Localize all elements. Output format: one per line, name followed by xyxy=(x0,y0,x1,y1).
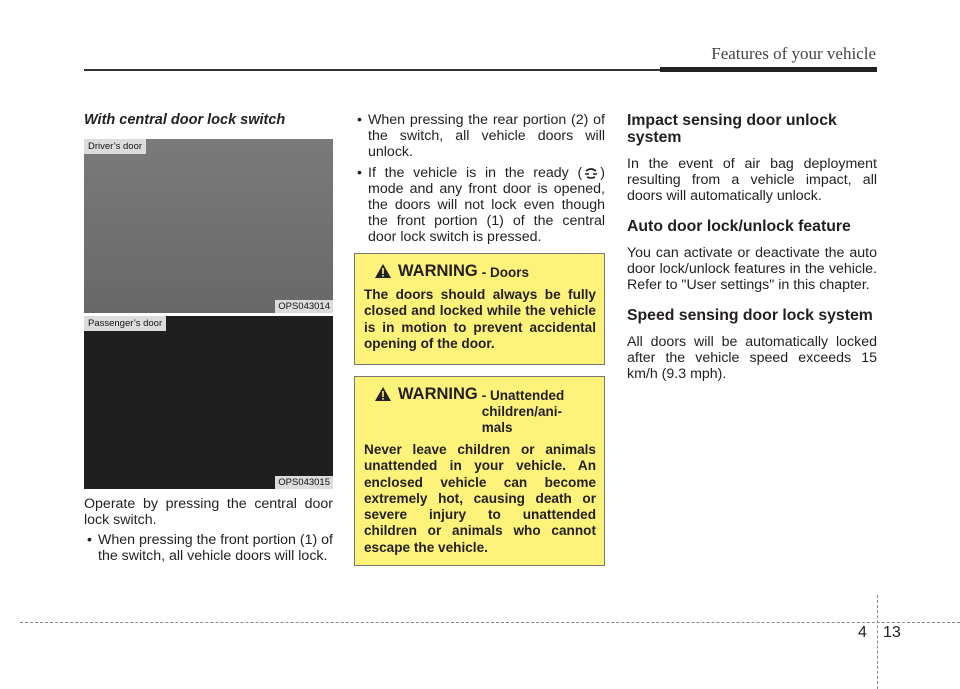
page-number: 13 xyxy=(883,624,901,641)
bullet-item: • When pressing the front portion (1) of the switch, all vehicle doors will lock. xyxy=(84,532,333,564)
heading-impact-unlock: Impact sensing door unlock system xyxy=(627,112,837,146)
bullet-item xyxy=(354,165,605,245)
warning-subject: - Doors xyxy=(481,265,529,280)
photo-label: Passenger’s door xyxy=(84,316,166,331)
bullet-item: • When pressing the rear portion (2) of the switch, all vehicle doors will unlock. xyxy=(354,112,605,160)
bullet-text-b: ) mode and any front door is opened, the doors will not lock even though the front portion (1) of the central door lock switch is pressed. xyxy=(368,165,605,245)
paragraph: You can activate or deactivate the auto door lock/unlock features in the vehicle. Refer to "User settings" in this chapter. xyxy=(627,245,877,293)
header-bar xyxy=(660,67,877,72)
subheading-central-lock: With central door lock switch xyxy=(84,112,286,128)
warning-word: WARNING xyxy=(398,262,478,280)
warning-triangle-icon xyxy=(374,386,392,402)
header-rule xyxy=(84,69,660,71)
bullet-text-a: If the vehicle is in the ready ( xyxy=(368,165,583,181)
photo-passengers-door xyxy=(84,316,333,489)
warning-word: WARNING xyxy=(398,385,478,403)
paragraph: All doors will be automatically locked after the vehicle speed exceeds 15 km/h (9.3 mph). xyxy=(627,334,877,382)
warning-body: Never leave children or animals unattended in your vehicle. An enclosed vehicle can become extremely hot, causing death or severe injury to unattended children or animals who cannot escape the vehicle. xyxy=(364,442,596,555)
photo-code: OPS043014 xyxy=(275,300,333,313)
warning-triangle-icon xyxy=(374,263,392,279)
warning-box-doors xyxy=(354,253,605,365)
warning-box-children xyxy=(354,376,605,566)
footer-divider xyxy=(877,595,878,689)
photo-drivers-door xyxy=(84,139,333,313)
photo-code: OPS043015 xyxy=(275,476,333,489)
warning-body: The doors should always be fully closed and locked while the vehicle is in motion to prevent accidental opening of the door. xyxy=(364,287,596,351)
heading-speed-lock: Speed sensing door lock system xyxy=(627,307,873,324)
paragraph: Operate by pressing the central door lock switch. xyxy=(84,496,333,528)
ready-mode-icon xyxy=(583,166,599,180)
right-text xyxy=(627,112,877,396)
paragraph: In the event of air bag deployment resulting from a vehicle impact, all doors will automatically unlock. xyxy=(627,156,877,204)
section-title: Features of your vehicle xyxy=(711,44,876,63)
heading-auto-lock: Auto door lock/unlock feature xyxy=(627,218,851,235)
warning-subject: - Unattended children/ani-mals xyxy=(481,388,565,435)
middle-text xyxy=(354,112,605,250)
chapter-number: 4 xyxy=(858,624,867,641)
footer-rule xyxy=(20,622,960,623)
photo-label: Driver’s door xyxy=(84,139,146,154)
left-text xyxy=(84,496,333,569)
